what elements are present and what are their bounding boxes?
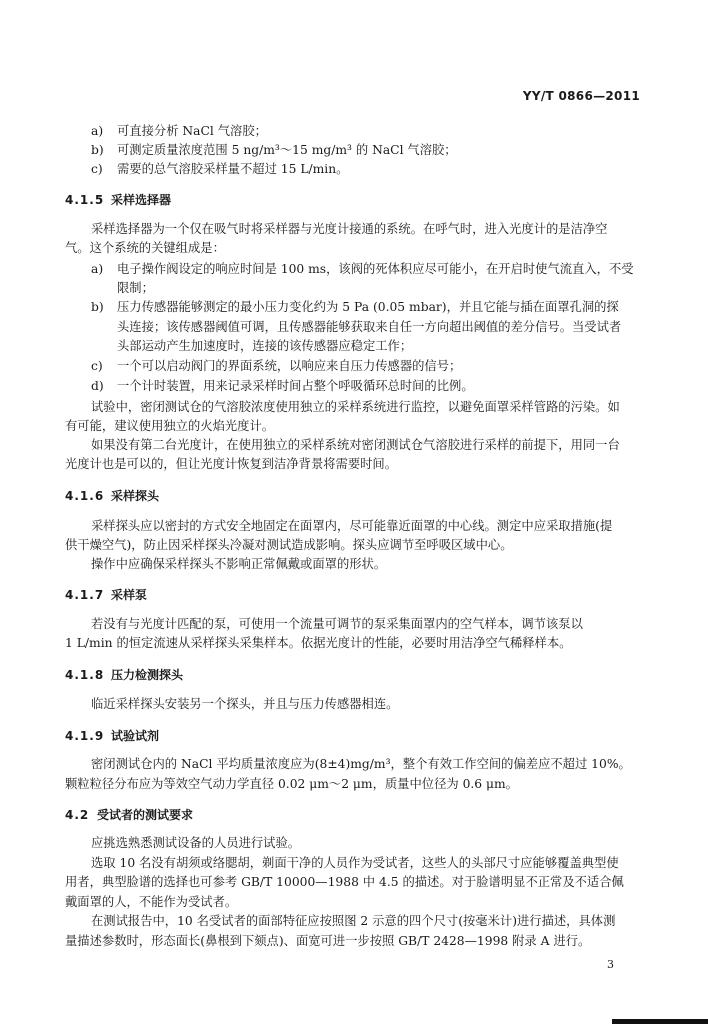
section-heading-4-1-9: [65, 729, 159, 743]
list-label: c): [91, 162, 103, 176]
section-title: 压力检测探头: [111, 668, 184, 682]
list-item-continuation: [91, 320, 621, 334]
paragraph-line: 若没有与光度计匹配的泵，可使用一个流量可调节的泵采集面罩内的空气样本，调节该泵以: [91, 617, 583, 631]
list-label: a): [91, 124, 104, 138]
paragraph-line: 在测试报告中，10 名受试者的面部特征应按照图 2 示意的四个尺寸(按毫米计)进行描述，具体测: [91, 914, 616, 928]
section-number: 4.1.7: [65, 588, 105, 602]
section-heading-4-1-6: [65, 489, 159, 503]
paragraph-line: 选取 10 名没有胡须或络腮胡，剃面干净的人员作为受试者，这些人的头部尺寸应能够覆盖典型使: [91, 856, 619, 870]
page-number: 3: [607, 958, 614, 971]
list-item: [91, 379, 474, 393]
paragraph-line: 戴面罩的人，不能作为受试者。: [65, 895, 238, 909]
list-label: d): [91, 379, 104, 393]
section-title: 试验试剂: [111, 729, 160, 743]
section-number: 4.1.8: [65, 668, 105, 682]
list-text: 头部运动产生加速度时，连接的该传感器应稳定工作；: [117, 339, 413, 353]
paragraph-line: 应挑选熟悉测试设备的人员进行试验。: [91, 836, 301, 850]
section-heading-4-1-5: [65, 193, 171, 207]
paragraph-line: 量描述参数时，形态面长(鼻根到下颏点)、面宽可进一步按照 GB/T 2428—1998 附录 A 进行。: [65, 934, 591, 948]
list-label: a): [91, 262, 104, 276]
section-heading-4-2: [65, 808, 193, 822]
list-text: 压力传感器能够测定的最小压力变化约为 5 Pa (0.05 mbar)，并且它能与插在面罩孔洞的探: [117, 300, 619, 314]
list-item: [91, 124, 267, 138]
list-text: 可测定质量浓度范围 5 ng/m³～15 mg/m³ 的 NaCl 气溶胶；: [117, 143, 457, 157]
list-item: [91, 300, 619, 314]
list-label: b): [91, 143, 104, 157]
paragraph-line: 用者，典型脸谱的选择也可参考 GB/T 10000—1988 中 4.5 的描述。对于脸谱明显不正常及不适合佩: [65, 875, 624, 889]
list-item: [91, 359, 461, 373]
list-item: [91, 262, 634, 276]
list-item: [91, 162, 348, 176]
paragraph-line: 采样探头应以密封的方式安全地固定在面罩内，尽可能靠近面罩的中心线。测定中应采取措施(提: [91, 519, 613, 533]
section-title: 采样探头: [111, 489, 160, 503]
paragraph-line: 气。这个系统的关键组成是：: [65, 241, 225, 255]
section-number: 4.1.9: [65, 729, 105, 743]
list-item-continuation: [91, 281, 154, 295]
paragraph-line: 临近采样探头安装另一个探头，并且与压力传感器相连。: [91, 697, 399, 711]
paragraph-line: 采样选择器为一个仅在吸气时将采样器与光度计接通的系统。在呼气时，进入光度计的是洁净空: [91, 222, 608, 236]
list-item-continuation: [91, 339, 412, 353]
paragraph-line: 光度计也是可以的，但让光度计恢复到洁净背景将需要时间。: [65, 457, 398, 471]
list-text: 一个可以启动阀门的界面系统，以响应来自压力传感器的信号；: [117, 359, 462, 373]
list-text: 限制；: [117, 281, 154, 295]
paragraph-line: 如果没有第二台光度计，在使用独立的采样系统对密闭测试仓气溶胶进行采样的前提下，用同一台: [91, 438, 620, 452]
section-number: 4.1.5: [65, 193, 105, 207]
list-label: c): [91, 359, 103, 373]
list-text: 电子操作阀设定的响应时间是 100 ms，该阀的死体积应尽可能小，在开启时使气流直入，不受: [117, 262, 634, 276]
list-text: 头连接；该传感器阈值可调，且传感器能够获取来自任一方向超出阈值的差分信号。当受试者: [117, 320, 622, 334]
list-text: 一个计时装置，用来记录采样时间占整个呼吸循环总时间的比例。: [117, 379, 474, 393]
paragraph-line: 试验中，密闭测试仓的气溶胶浓度使用独立的采样系统进行监控，以避免面罩采样管路的污染。如: [91, 400, 620, 414]
paragraph-line: 有可能，建议使用独立的火焰光度计。: [65, 419, 275, 433]
section-number: 4.2: [65, 808, 90, 822]
section-title: 采样选择器: [111, 193, 172, 207]
section-title: 受试者的测试要求: [97, 808, 194, 822]
paragraph-line: 操作中应确保采样探头不影响正常佩戴或面罩的形状。: [91, 557, 387, 571]
list-label: b): [91, 300, 104, 314]
section-number: 4.1.6: [65, 489, 105, 503]
paragraph-line: 颗粒粒径分布应为等效空气动力学直径 0.02 μm～2 μm，质量中位径为 0.6 μm。: [65, 777, 518, 791]
paragraph-line: 供干燥空气)，防止因采样探头冷凝对测试造成影响。探头应调节至呼吸区域中心。: [65, 538, 513, 552]
list-text: 可直接分析 NaCl 气溶胶；: [117, 124, 267, 138]
standard-code: YY/T 0866—2011: [522, 89, 640, 103]
list-item: [91, 143, 457, 157]
scan-edge-mark: [612, 1019, 708, 1024]
section-title: 采样泵: [111, 588, 148, 602]
list-text: 需要的总气溶胶采样量不超过 15 L/min。: [117, 162, 349, 176]
paragraph-line: 1 L/min 的恒定流速从采样探头采集样本。依据光度计的性能，必要时用洁净空气稀释样本。: [65, 636, 572, 650]
section-heading-4-1-7: [65, 588, 147, 602]
paragraph-line: 密闭测试仓内的 NaCl 平均质量浓度应为(8±4)mg/m³，整个有效工作空间的偏差应不超过 10%。: [91, 757, 631, 771]
section-heading-4-1-8: [65, 668, 183, 682]
